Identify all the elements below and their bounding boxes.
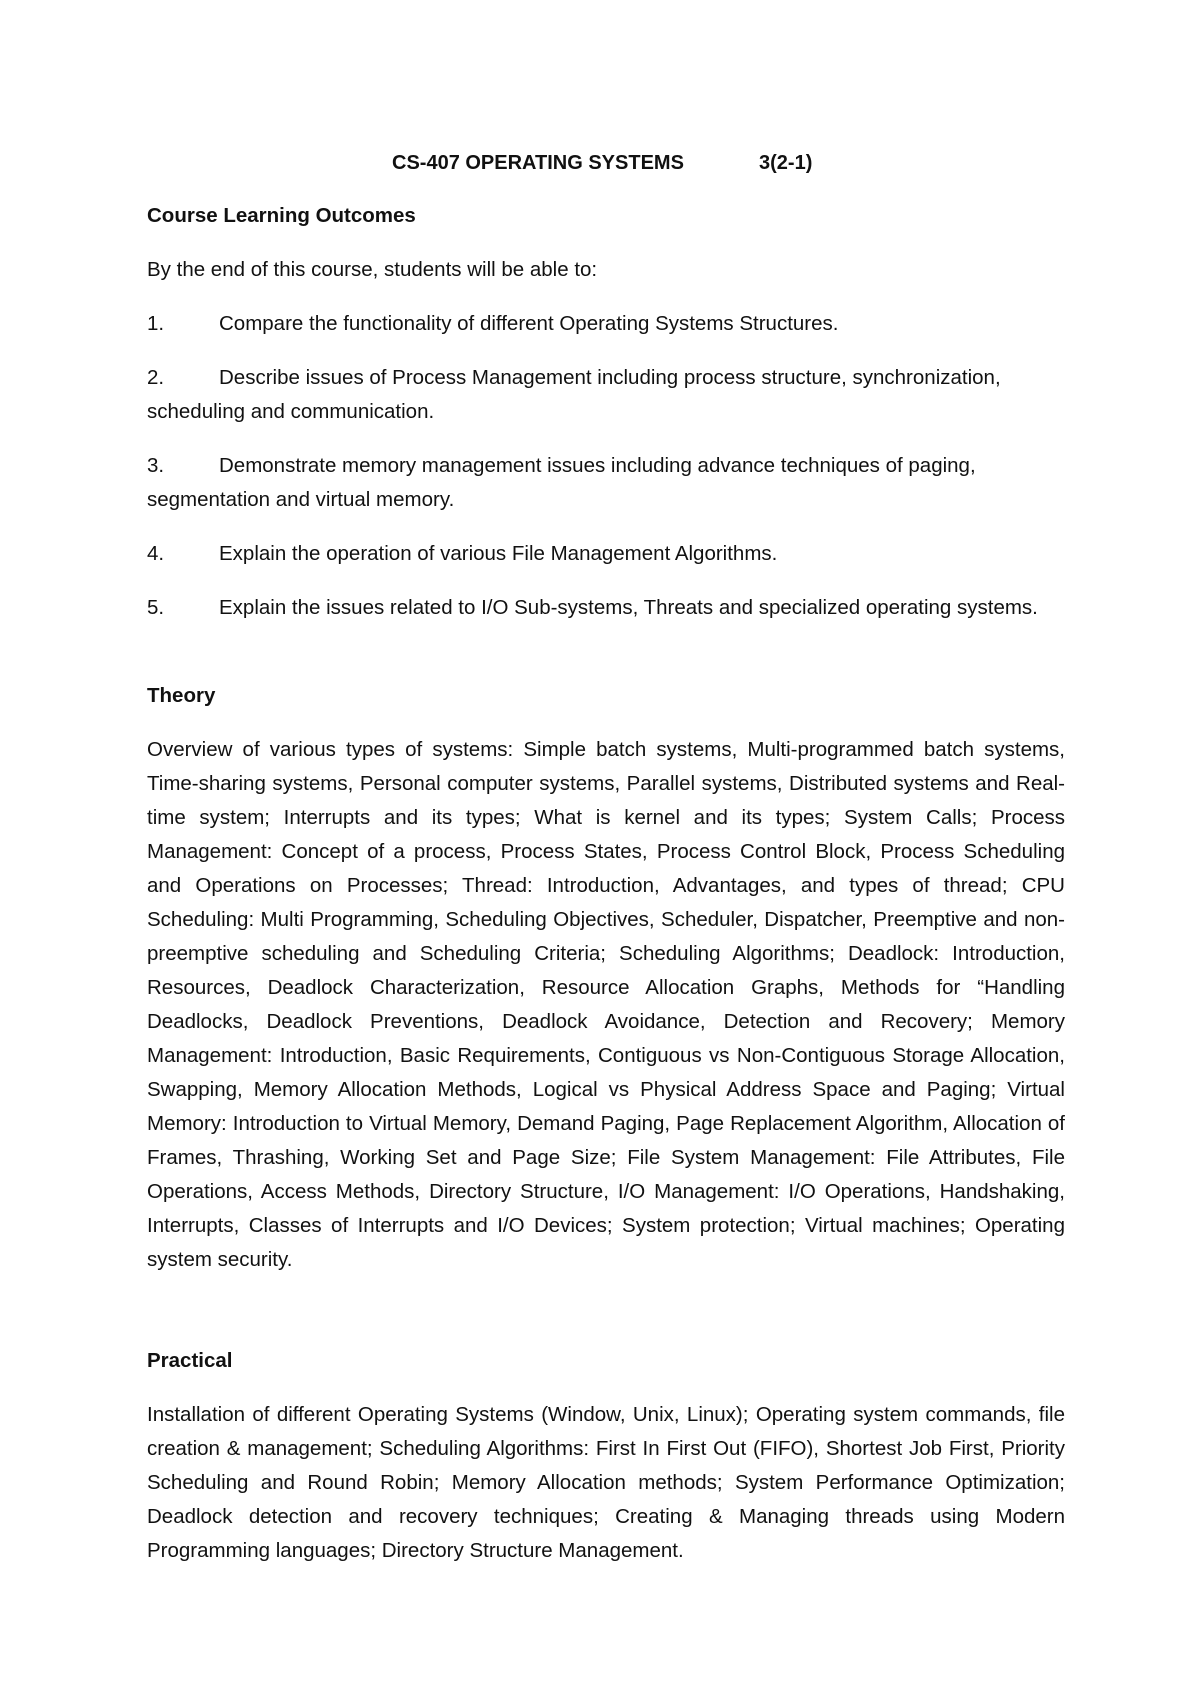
outcome-item — [147, 361, 1065, 429]
outcome-item — [147, 591, 1065, 625]
practical-paragraph: Installation of different Operating Systems (Window, Unix, Linux); Operating system commands, file creation & management; Scheduling Algorithms: First In First Out (FIFO), Shortest Job First, Priority Scheduling and Round Robin; Memory Allocation methods; System Performance Optimization; Deadlock detection and recovery techniques; Creating & Managing threads using Modern Programming languages; Directory Structure Management. — [147, 1403, 1065, 1562]
course-credits: 3(2-1) — [759, 152, 813, 174]
outcome-number: 5. — [147, 596, 165, 619]
theory-heading: Theory — [147, 684, 216, 707]
course-title — [147, 146, 1065, 180]
clo-intro: By the end of this course, students will be able to: — [147, 258, 598, 281]
outcome-text: Describe issues of Process Management including process structure, synchronization, scheduling and communication. — [147, 366, 1001, 423]
outcome-number: 2. — [147, 366, 165, 389]
outcome-number: 1. — [147, 312, 165, 335]
outcome-number: 4. — [147, 542, 165, 565]
outcome-item — [147, 307, 1065, 341]
outcome-text: Demonstrate memory management issues including advance techniques of paging, segmentation and virtual memory. — [147, 454, 976, 511]
outcome-item — [147, 537, 1065, 571]
document-page — [147, 0, 1065, 1698]
outcome-text: Explain the issues related to I/O Sub-systems, Threats and specialized operating systems. — [219, 596, 1038, 619]
clo-heading: Course Learning Outcomes — [147, 204, 416, 227]
course-code-title: CS-407 OPERATING SYSTEMS — [392, 152, 684, 174]
outcome-item — [147, 449, 1065, 517]
outcome-number: 3. — [147, 454, 165, 477]
outcome-text: Compare the functionality of different Operating Systems Structures. — [219, 312, 839, 335]
outcome-text: Explain the operation of various File Management Algorithms. — [219, 542, 778, 565]
practical-heading: Practical — [147, 1349, 233, 1372]
theory-paragraph: Overview of various types of systems: Simple batch systems, Multi-programmed batch systems, Time-sharing systems, Personal computer systems, Parallel systems, Distributed systems and Real-time system; Interrupts and its types; What is kernel and its types; System Calls; Process Management: Concept of a process, Process States, Process Control Block, Process Scheduling and Operations on Processes; Thread: Introduction, Advantages, and types of thread; CPU Scheduling: Multi Programming, Scheduling Objectives, Scheduler, Dispatcher, Preemptive and non-preemptive scheduling and Scheduling Criteria; Scheduling Algorithms; Deadlock: Introduction, Resources, Deadlock Characterization, Resource Allocation Graphs, Methods for “Handling Deadlocks, Deadlock Preventions, Deadlock Avoidance, Detection and Recovery; Memory Management: Introduction, Basic Requirements, Contiguous vs Non-Contiguous Storage Allocation, Swapping, Memory Allocation Methods, Logical vs Physical Address Space and Paging; Virtual Memory: Introduction to Virtual Memory, Demand Paging, Page Replacement Algorithm, Allocation of Frames, Thrashing, Working Set and Page Size; File System Management: File Attributes, File Operations, Access Methods, Directory Structure, I/O Management: I/O Operations, Handshaking, Interrupts, Classes of Interrupts and I/O Devices; System protection; Virtual machines; Operating system security. — [147, 738, 1065, 1271]
